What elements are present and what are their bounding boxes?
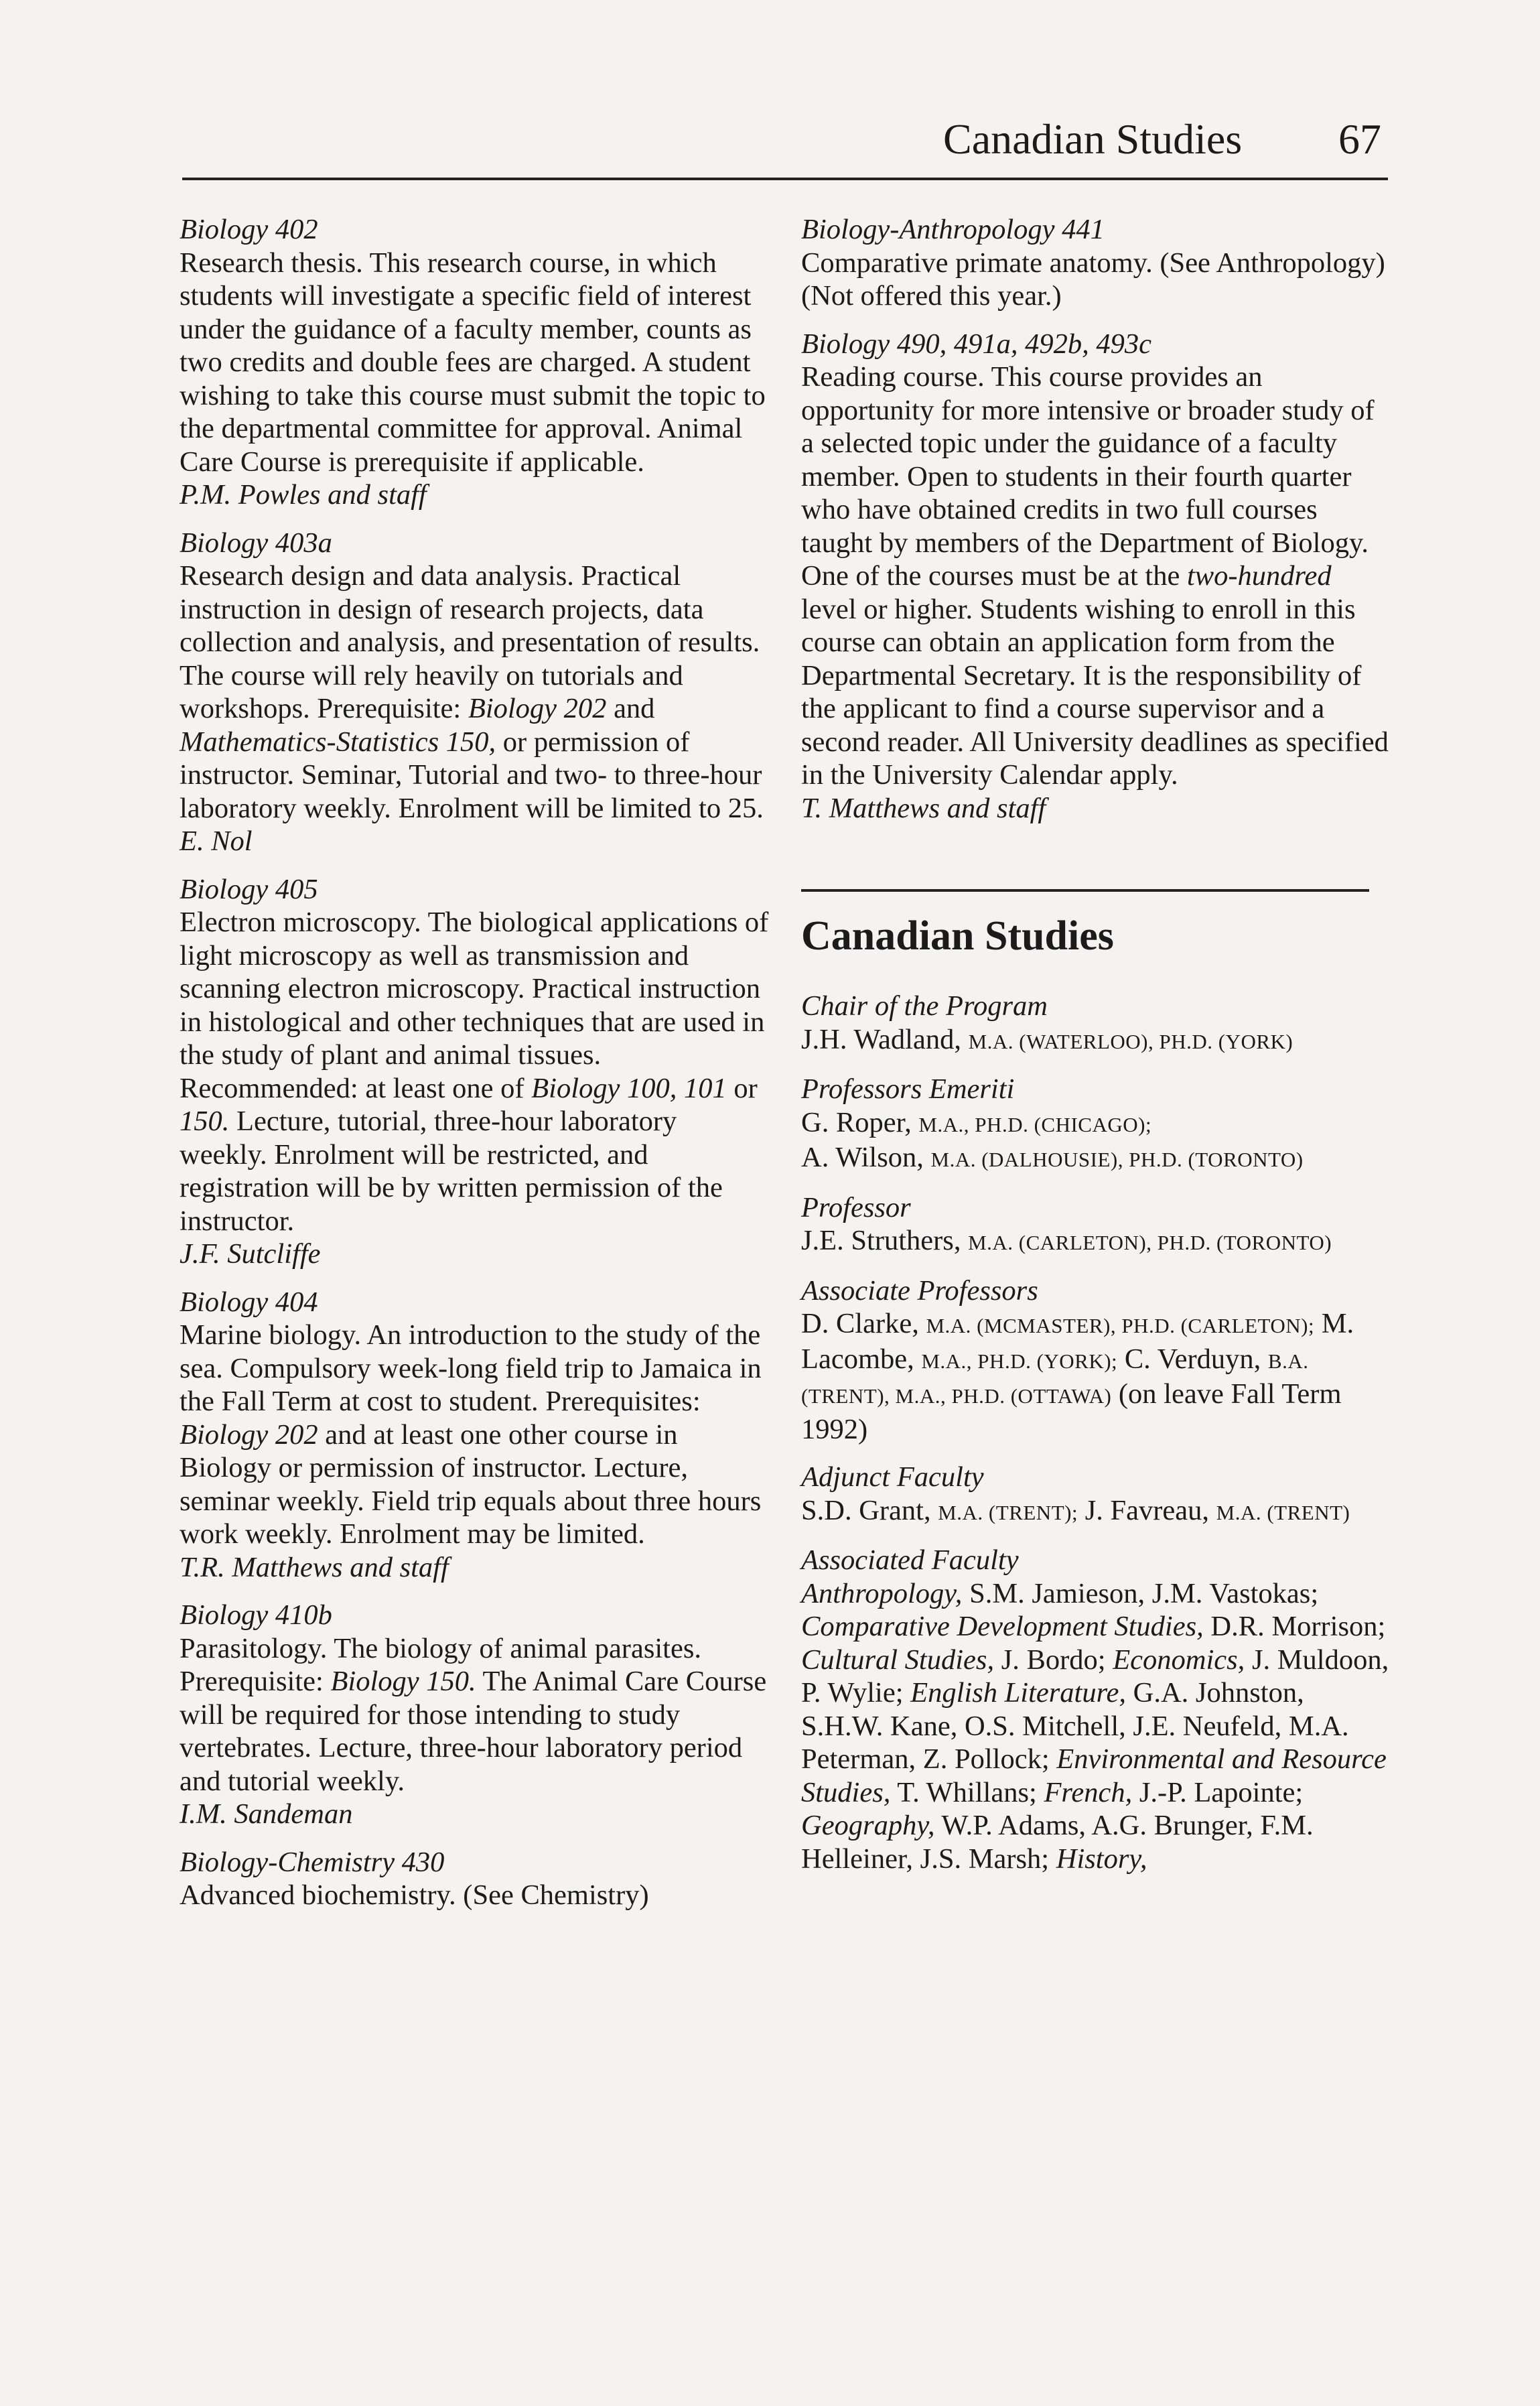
right-column — [801, 213, 1391, 1890]
faculty-name: J.H. Wadland, — [801, 1023, 969, 1055]
department-members: G.A. Johnston, S.H.W. Kane, O.S. Mitchell, J.E. Neufeld, M.A. Peterman, Z. Pollock; — [801, 1677, 1349, 1775]
department-members: J.-P. Lapointe; — [1132, 1776, 1304, 1808]
faculty-credentials: M.A., PH.D. (CHICAGO); — [918, 1112, 1152, 1136]
desc-text: or permission of instructor. Seminar, Tutorial and two- to three-hour laboratory weekly. Enrolment will be limited to 25. — [180, 726, 764, 824]
department-name: Geography, — [801, 1810, 935, 1841]
faculty-credentials: M.A. (WATERLOO), PH.D. (YORK) — [968, 1029, 1293, 1053]
course-title: Biology-Chemistry 430 — [180, 1846, 445, 1878]
faculty-associated — [801, 1544, 1391, 1875]
faculty-chair — [801, 990, 1391, 1058]
faculty-name: C. Verduyn, — [1117, 1343, 1268, 1375]
course-description — [180, 1319, 769, 1551]
course-title: Biology-Anthropology 441 — [801, 214, 1105, 245]
desc-course-ref: Mathematics-Statistics 150, — [180, 726, 496, 758]
faculty-role: Associate Professors — [801, 1274, 1038, 1307]
course-title: Biology 490, 491a, 492b, 493c — [801, 328, 1151, 360]
page-number: 67 — [1338, 115, 1381, 163]
faculty-name: G. Roper, — [801, 1106, 919, 1138]
section-heading: Canadian Studies — [801, 913, 1114, 959]
course-description: Advanced biochemistry. (See Chemistry) — [180, 1879, 649, 1911]
faculty-name: M. Lacombe, — [801, 1308, 1354, 1375]
department-name: Anthropology, — [801, 1577, 963, 1609]
desc-text: Parasitology. The biology of animal parasites. Prerequisite: — [180, 1632, 702, 1697]
course-description — [801, 360, 1391, 792]
faculty-adjunct — [801, 1461, 1391, 1529]
department-name: Environmental and Resource Studies, — [801, 1743, 1387, 1808]
department-members: T. Whillans; — [890, 1776, 1044, 1808]
desc-text: Reading course. This course provides an opportunity for more intensive or broader study of a selected topic under the guidance of a faculty member. Open to students in their fourth quarter who have obtained credits in two full courses taught by members of the Department of Biology. One of the courses must be at the — [801, 361, 1375, 592]
left-column — [180, 213, 769, 1927]
desc-text: level or higher. Students wishing to enroll in this course can obtain an application form from the Departmental Secretary. It is the responsibility of the applicant to find a course supervisor and a second reader. All University deadlines as specified in the University Calendar apply. — [801, 593, 1389, 791]
desc-text: The Animal Care Course will be required for those intending to study vertebrates. Lecture, three-hour laboratory period and tutorial weekly. — [180, 1666, 767, 1797]
department-members: J. Muldoon, P. Wylie; — [801, 1644, 1389, 1709]
faculty-emeriti — [801, 1073, 1391, 1177]
desc-text: Marine biology. An introduction to the study of the sea. Compulsory week-long field trip to Jamaica in the Fall Term at cost to student. Prerequisites: — [180, 1319, 762, 1417]
faculty-people — [801, 1224, 1391, 1260]
faculty-people — [801, 1577, 1391, 1876]
department-name: History, — [1056, 1843, 1147, 1875]
course-instructor: P.M. Powles and staff — [180, 479, 427, 511]
faculty-role: Chair of the Program — [801, 990, 1048, 1022]
desc-course-ref: 150. — [180, 1106, 230, 1137]
desc-emphasis: two-hundred — [1186, 560, 1332, 592]
department-name: Comparative Development Studies, — [801, 1611, 1204, 1642]
course-title: Biology 410b — [180, 1599, 332, 1631]
course-description — [180, 1632, 769, 1798]
faculty-credentials: M.A. (TRENT); — [938, 1500, 1078, 1524]
faculty-name: A. Wilson, — [801, 1142, 931, 1173]
desc-text: Electron microscopy. The biological applications of light microscopy as well as transmission and scanning electron microscopy. Practical instruction in histological and other techniques that are used in the study of plant and animal tissues. Recommended: at least one of — [180, 907, 769, 1104]
department-members: S.M. Jamieson, J.M. Vastokas; — [962, 1577, 1319, 1609]
department-members: J. Bordo; — [994, 1644, 1113, 1676]
faculty-role: Professors Emeriti — [801, 1073, 1015, 1105]
faculty-people — [801, 1307, 1391, 1446]
course-title: Biology 405 — [180, 873, 318, 905]
faculty-people — [801, 1141, 1391, 1177]
course-title: Biology 402 — [180, 214, 318, 245]
faculty-credentials: M.A. (TRENT) — [1216, 1500, 1350, 1524]
faculty-people — [801, 1106, 1391, 1142]
course-title: Biology 404 — [180, 1286, 318, 1318]
faculty-credentials: B.A. (TRENT), M.A., PH.D. (OTTAWA) — [801, 1349, 1309, 1408]
department-name: Cultural Studies, — [801, 1644, 995, 1676]
department-name: English Literature, — [910, 1677, 1127, 1709]
course-description — [180, 906, 769, 1238]
course-instructor: T.R. Matthews and staff — [180, 1551, 449, 1583]
faculty-credentials: M.A. (CARLETON), PH.D. (TORONTO) — [968, 1231, 1332, 1254]
faculty-role: Associated Faculty — [801, 1544, 1019, 1576]
course-entry-biology-chemistry-430 — [180, 1846, 769, 1912]
faculty-professor — [801, 1191, 1391, 1260]
section-rule — [801, 889, 1369, 892]
course-description — [180, 559, 769, 825]
course-entry-biology-405 — [180, 873, 769, 1271]
faculty-credentials: M.A., PH.D. (YORK); — [921, 1349, 1118, 1373]
course-instructor: E. Nol — [180, 825, 253, 857]
faculty-credentials: M.A. (MCMASTER), PH.D. (CARLETON); — [926, 1314, 1315, 1337]
desc-text: and at least one other course in Biology or permission of instructor. Lecture, seminar weekly. Field trip equals about three hours work weekly. Enrolment may be limited. — [180, 1418, 762, 1550]
desc-course-ref: Biology 202 — [468, 693, 607, 724]
course-description: Research thesis. This research course, in which students will investigate a specific field of interest under the guidance of a faculty member, counts as two credits and double fees are charged. A student wishing to take this course must submit the topic to the departmental committee for approval. Animal Care Course is prerequisite if applicable. — [180, 247, 766, 478]
desc-course-ref: Biology 202 — [180, 1418, 318, 1451]
faculty-role: Professor — [801, 1191, 911, 1223]
course-entry-biology-490 — [801, 328, 1391, 825]
course-entry-biology-410b — [180, 1599, 769, 1831]
desc-text: and — [606, 693, 655, 724]
faculty-role: Adjunct Faculty — [801, 1461, 984, 1493]
faculty-name: J.E. Struthers, — [801, 1225, 969, 1256]
course-title: Biology 403a — [180, 527, 332, 559]
department-name: French, — [1044, 1776, 1133, 1808]
header-rule — [182, 178, 1388, 180]
faculty-name: S.D. Grant, — [801, 1494, 938, 1526]
department-members: W.P. Adams, A.G. Brunger, F.M. Helleiner, J.S. Marsh; — [801, 1810, 1314, 1875]
course-entry-biology-404 — [180, 1286, 769, 1585]
desc-text: Lecture, tutorial, three-hour laboratory weekly. Enrolment will be restricted, and registration will be by written permission of the instructor. — [180, 1106, 723, 1237]
course-instructor: I.M. Sandeman — [180, 1798, 353, 1830]
desc-text: or — [726, 1072, 758, 1104]
course-entry-biology-anthropology-441 — [801, 213, 1391, 313]
department-name: Economics, — [1113, 1644, 1245, 1676]
faculty-name: J. Favreau, — [1078, 1494, 1216, 1526]
course-entry-biology-403a — [180, 527, 769, 858]
faculty-note: (on leave Fall Term 1992) — [801, 1378, 1342, 1445]
faculty-associate-professors — [801, 1274, 1391, 1447]
desc-text: Research design and data analysis. Practical instruction in design of research projects, data collection and analysis, and presentation of results. The course will rely heavily on tutorials and workshops. Prerequisite: — [180, 560, 760, 724]
faculty-people — [801, 1023, 1391, 1059]
faculty-credentials: M.A. (DALHOUSIE), PH.D. (TORONTO) — [930, 1148, 1304, 1171]
running-head: Canadian Studies — [943, 115, 1243, 163]
faculty-people — [801, 1494, 1391, 1530]
course-instructor: T. Matthews and staff — [801, 792, 1046, 824]
course-description: Comparative primate anatomy. (See Anthropology) (Not offered this year.) — [801, 247, 1385, 312]
course-entry-biology-402 — [180, 213, 769, 512]
desc-course-ref: Biology 100, 101 — [531, 1072, 727, 1104]
department-members: D.R. Morrison; — [1203, 1611, 1386, 1642]
course-instructor: J.F. Sutcliffe — [180, 1238, 321, 1270]
faculty-name: D. Clarke, — [801, 1308, 926, 1339]
desc-course-ref: Biology 150. — [330, 1666, 476, 1697]
